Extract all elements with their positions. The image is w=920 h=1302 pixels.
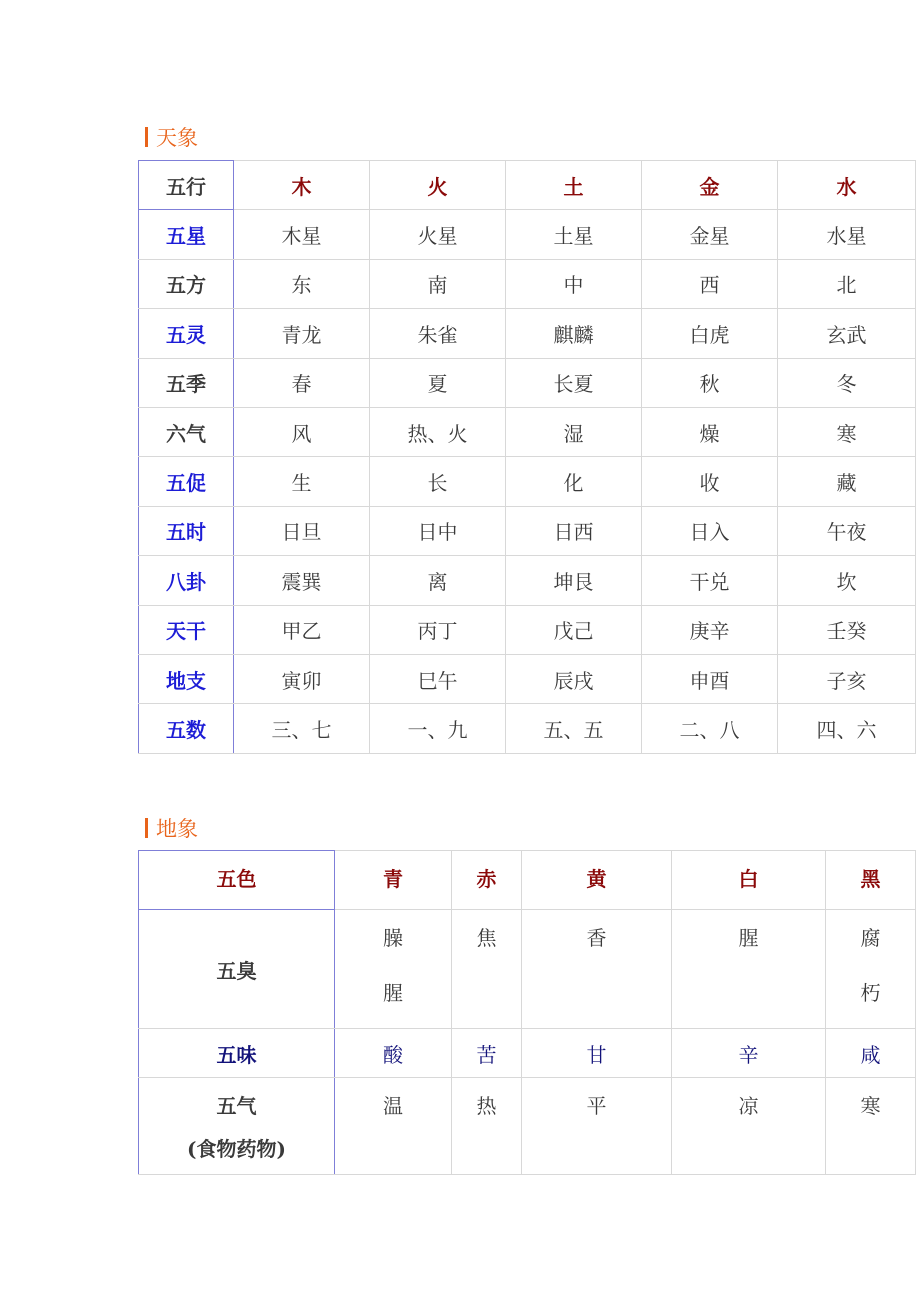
table-cell: 生 xyxy=(234,457,370,506)
cell-text: 寒 xyxy=(860,1094,881,1118)
table-row xyxy=(139,210,916,259)
table-cell xyxy=(452,910,522,1029)
table-cell: 甲乙 xyxy=(234,605,370,654)
row-label: 五季 xyxy=(139,358,234,407)
header-qing xyxy=(335,851,452,910)
header-hei xyxy=(826,851,916,910)
table-cell xyxy=(335,1078,452,1175)
table-cell: 木星 xyxy=(234,210,370,259)
table-cell: 火星 xyxy=(370,210,506,259)
table-cell: 土星 xyxy=(506,210,642,259)
row-label: 五味 xyxy=(139,1029,335,1078)
header-wuse-text: 五色 xyxy=(216,867,257,891)
table-cell: 白虎 xyxy=(642,309,778,358)
table-cell: 申酉 xyxy=(642,654,778,703)
table-cell: 秋 xyxy=(642,358,778,407)
table-row xyxy=(139,358,916,407)
table-row xyxy=(139,309,916,358)
row-label: 五星 xyxy=(139,210,234,259)
table-cell: 巳午 xyxy=(370,654,506,703)
table-cell: 风 xyxy=(234,407,370,456)
table-cell: 冬 xyxy=(778,358,916,407)
header-huang-text: 黄 xyxy=(586,867,607,891)
table-cell: 麒麟 xyxy=(506,309,642,358)
header-tu: 土 xyxy=(506,161,642,210)
table-cell: 东 xyxy=(234,259,370,308)
cell-line: 腥 xyxy=(383,981,403,1005)
row-label: 五灵 xyxy=(139,309,234,358)
table-cell: 干兑 xyxy=(642,556,778,605)
table-cell: 收 xyxy=(642,457,778,506)
section-title-tianxiang xyxy=(145,122,198,152)
table-cell: 五、五 xyxy=(506,704,642,753)
table-row xyxy=(139,605,916,654)
table-cell: 一、九 xyxy=(370,704,506,753)
table-cell: 震巽 xyxy=(234,556,370,605)
table-row xyxy=(139,1078,916,1175)
row-label: 五臭 xyxy=(139,910,335,1029)
table-cell: 坎 xyxy=(778,556,916,605)
row-label: 天干 xyxy=(139,605,234,654)
table-cell: 酸 xyxy=(335,1029,452,1078)
header-bai xyxy=(672,851,826,910)
table-cell: 咸 xyxy=(826,1029,916,1078)
table-cell: 寅卯 xyxy=(234,654,370,703)
row-label: 八卦 xyxy=(139,556,234,605)
header-wuse xyxy=(139,851,335,910)
cell-text: 温 xyxy=(383,1094,403,1118)
table-row xyxy=(139,506,916,555)
table-cell: 玄武 xyxy=(778,309,916,358)
table-cell: 热、火 xyxy=(370,407,506,456)
table-cell: 日入 xyxy=(642,506,778,555)
table-cell: 长夏 xyxy=(506,358,642,407)
row-label: 五数 xyxy=(139,704,234,753)
table-cell xyxy=(452,1078,522,1175)
title-bar-marker xyxy=(145,127,148,147)
table-cell: 子亥 xyxy=(778,654,916,703)
table-header-row xyxy=(139,161,916,210)
table-cell: 庚辛 xyxy=(642,605,778,654)
section-title-text: 地象 xyxy=(156,817,198,841)
table-cell: 朱雀 xyxy=(370,309,506,358)
section-title-dixiang xyxy=(145,813,198,843)
header-huang xyxy=(522,851,672,910)
table-row xyxy=(139,556,916,605)
cell-line: 朽 xyxy=(860,981,881,1005)
tianxiang-table xyxy=(138,160,916,754)
title-bar-marker xyxy=(145,818,148,838)
header-wuxing: 五行 xyxy=(139,161,234,210)
table-cell: 夏 xyxy=(370,358,506,407)
cell-text: 凉 xyxy=(738,1094,759,1118)
row-label: 五方 xyxy=(139,259,234,308)
table-cell xyxy=(672,910,826,1029)
table-cell xyxy=(826,910,916,1029)
row-label-text: 五气 xyxy=(216,1094,257,1118)
header-hei-text: 黑 xyxy=(860,867,881,891)
dixiang-table xyxy=(138,850,916,1175)
header-mu: 木 xyxy=(234,161,370,210)
row-label: 五时 xyxy=(139,506,234,555)
table-cell: 壬癸 xyxy=(778,605,916,654)
table-cell: 戊己 xyxy=(506,605,642,654)
table-cell: 四、六 xyxy=(778,704,916,753)
header-shui: 水 xyxy=(778,161,916,210)
table-cell: 日中 xyxy=(370,506,506,555)
table-cell: 金星 xyxy=(642,210,778,259)
cell-line: 臊 xyxy=(383,926,403,950)
table-cell: 坤艮 xyxy=(506,556,642,605)
header-chi-text: 赤 xyxy=(476,867,497,891)
table-cell: 化 xyxy=(506,457,642,506)
table-cell xyxy=(522,910,672,1029)
table-cell: 日西 xyxy=(506,506,642,555)
cell-line: 香 xyxy=(586,926,607,950)
table-cell: 青龙 xyxy=(234,309,370,358)
table-cell: 三、七 xyxy=(234,704,370,753)
table-cell: 辰戌 xyxy=(506,654,642,703)
table-row xyxy=(139,704,916,753)
table-row xyxy=(139,259,916,308)
table-row xyxy=(139,654,916,703)
table-cell: 丙丁 xyxy=(370,605,506,654)
cell-text: 平 xyxy=(586,1094,607,1118)
table-cell: 辛 xyxy=(672,1029,826,1078)
cell-line: 焦 xyxy=(476,926,497,950)
table-row xyxy=(139,407,916,456)
table-cell: 长 xyxy=(370,457,506,506)
table-row xyxy=(139,1029,916,1078)
cell-line: 腐 xyxy=(860,926,881,950)
table-cell: 午夜 xyxy=(778,506,916,555)
table-cell: 春 xyxy=(234,358,370,407)
table-cell: 寒 xyxy=(778,407,916,456)
table-cell: 北 xyxy=(778,259,916,308)
header-jin: 金 xyxy=(642,161,778,210)
table-header-row xyxy=(139,851,916,910)
row-sublabel-text: (食物药物) xyxy=(187,1137,286,1161)
table-cell: 南 xyxy=(370,259,506,308)
table-cell: 甘 xyxy=(522,1029,672,1078)
table-cell: 中 xyxy=(506,259,642,308)
table-row xyxy=(139,457,916,506)
table-cell: 二、八 xyxy=(642,704,778,753)
table-cell: 西 xyxy=(642,259,778,308)
table-cell: 苦 xyxy=(452,1029,522,1078)
table-cell: 湿 xyxy=(506,407,642,456)
header-chi xyxy=(452,851,522,910)
table-cell: 藏 xyxy=(778,457,916,506)
row-label: 六气 xyxy=(139,407,234,456)
table-cell xyxy=(672,1078,826,1175)
header-huo: 火 xyxy=(370,161,506,210)
header-qing-text: 青 xyxy=(383,867,403,891)
cell-text: 热 xyxy=(476,1094,497,1118)
cell-line: 腥 xyxy=(738,926,759,950)
table-row xyxy=(139,910,916,1029)
table-cell: 离 xyxy=(370,556,506,605)
row-label: 五促 xyxy=(139,457,234,506)
table-cell: 燥 xyxy=(642,407,778,456)
table-cell: 日旦 xyxy=(234,506,370,555)
section-title-text: 天象 xyxy=(156,126,198,150)
table-cell xyxy=(826,1078,916,1175)
row-label xyxy=(139,1078,335,1175)
header-bai-text: 白 xyxy=(738,867,759,891)
table-cell xyxy=(522,1078,672,1175)
table-cell xyxy=(335,910,452,1029)
row-label: 地支 xyxy=(139,654,234,703)
table-cell: 水星 xyxy=(778,210,916,259)
